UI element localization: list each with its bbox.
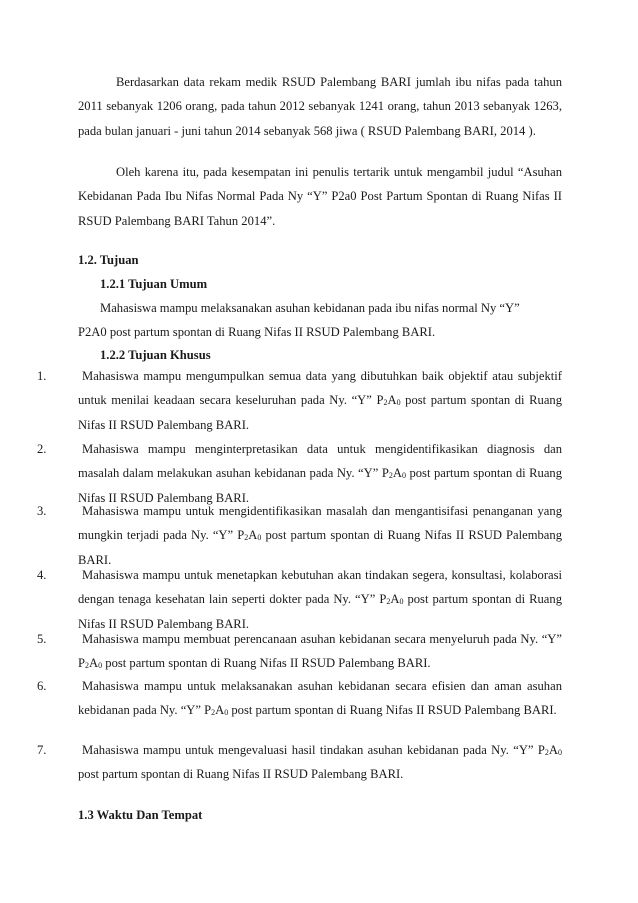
list-item-number: 3.: [37, 504, 47, 518]
subsection-heading-tujuan-khusus: 1.2.2 Tujuan Khusus: [100, 348, 211, 362]
list-item-number: 7.: [37, 743, 47, 757]
list-item-number: 6.: [37, 679, 47, 693]
list-item-text: Mahasiswa mampu membuat perencanaan asuhan kebidanan secara menyeluruh pada Ny. “Y” $P_2A_0$ post partum spontan di Ruang Nifas II RSUD Palembang BARI.: [78, 632, 562, 671]
tujuan-umum-text-line-2: P2A0 post partum spontan di Ruang Nifas II RSUD Palembang BARI.: [78, 325, 436, 339]
list-item-text: Mahasiswa mampu untuk menetapkan kebutuhan akan tindakan segera, konsultasi, kolaborasi dengan tenaga kesehatan lain seperti dokter pada Ny. “Y” $P_2A_0$ post partum spontan di Ruang Nifas II RSUD Palembang BARI.: [78, 568, 562, 631]
list-item-number: 1.: [37, 369, 47, 383]
list-item-number: 4.: [37, 568, 47, 582]
intro-paragraph-1: Berdasarkan data rekam medik RSUD Palembang BARI jumlah ibu nifas pada tahun 2011 sebanyak 1206 orang, pada tahun 2012 sebanyak 1241 orang, tahun 2013 sebanyak 1263, pada bulan januari - juni tahun 2014 sebanyak 568 jiwa ( RSUD Palembang BARI, 2014 ).: [78, 75, 562, 138]
list-item-text: Mahasiswa mampu untuk mengidentifikasikan masalah dan mengantisifasi penanganan yang mungkin terjadi pada Ny. “Y” $P_2A_0$ post partum spontan di Ruang Nifas II RSUD Palembang BARI.: [78, 504, 562, 567]
tujuan-umum-text-line-1: Mahasiswa mampu melaksanakan asuhan kebidanan pada ibu nifas normal Ny “Y”: [100, 301, 520, 315]
subsection-heading-tujuan-umum: 1.2.1 Tujuan Umum: [100, 277, 208, 291]
list-item-text: Mahasiswa mampu untuk mengevaluasi hasil tindakan asuhan kebidanan pada Ny. “Y” $P_2A_0$ post partum spontan di Ruang Nifas II RSUD Palembang BARI.: [78, 743, 562, 782]
list-item-number: 5.: [37, 632, 47, 646]
list-item-number: 2.: [37, 442, 47, 456]
list-item-text: Mahasiswa mampu untuk melaksanakan asuhan kebidanan secara efisien dan aman asuhan kebidanan pada Ny. “Y” $P_2A_0$ post partum spontan di Ruang Nifas II RSUD Palembang BARI.: [78, 679, 562, 718]
list-item-text: Mahasiswa mampu menginterpretasikan data untuk mengidentifikasikan diagnosis dan masalah dalam melakukan asuhan kebidanan pada Ny. “Y” $P_2A_0$ post partum spontan di Ruang Nifas II RSUD Palembang BARI.: [78, 442, 563, 505]
list-item-text: Mahasiswa mampu mengumpulkan semua data yang dibutuhkan baik objektif atau subjektif untuk menilai keadaan secara keseluruhan pada Ny. “Y” $P_2A_0$ post partum spontan di Ruang Nifas II RSUD Palembang BARI.: [78, 369, 562, 432]
section-heading-tujuan: 1.2. Tujuan: [78, 253, 139, 267]
section-heading-waktu-dan-tempat: 1.3 Waktu Dan Tempat: [78, 808, 203, 822]
intro-paragraph-2: Oleh karena itu, pada kesempatan ini penulis tertarik untuk mengambil judul “Asuhan Kebidanan Pada Ibu Nifas Normal Pada Ny “Y” P2a0 Post Partum Spontan di Ruang Nifas II RSUD Palembang BARI Tahun 2014”.: [78, 165, 562, 228]
